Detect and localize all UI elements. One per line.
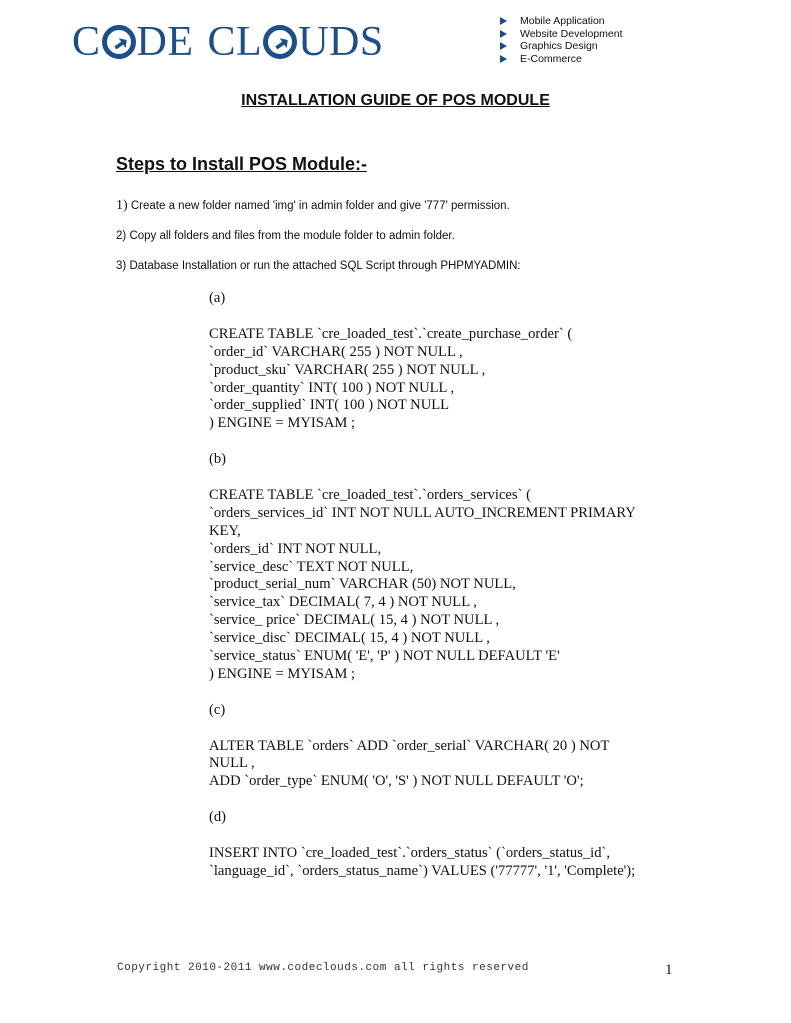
step-2: 2) Copy all folders and files from the module folder to admin folder. bbox=[116, 230, 455, 242]
sql-line: `service_tax` DECIMAL( 7, 4 ) NOT NULL , bbox=[209, 594, 477, 611]
sql-code bbox=[209, 487, 679, 684]
service-item: Graphics Design bbox=[500, 40, 623, 53]
sql-line: `service_disc` DECIMAL( 15, 4 ) NOT NULL , bbox=[209, 630, 490, 647]
sql-line: ) ENGINE = MYISAM ; bbox=[209, 665, 356, 682]
logo-cloud-arrow-icon bbox=[263, 25, 297, 59]
document-title: INSTALLATION GUIDE OF POS MODULE bbox=[241, 92, 550, 109]
service-item: Website Development bbox=[500, 28, 623, 41]
page-number: 1 bbox=[665, 962, 673, 978]
sql-line: `service_desc` TEXT NOT NULL, bbox=[209, 558, 414, 575]
steps-heading: Steps to Install POS Module:- bbox=[116, 154, 368, 174]
sql-scripts bbox=[209, 290, 679, 899]
sql-line: NULL , bbox=[209, 755, 255, 772]
sql-code bbox=[209, 326, 679, 433]
sql-line: KEY, bbox=[209, 522, 241, 539]
sql-line: `orders_services_id` INT NOT NULL AUTO_INCREMENT PRIMARY bbox=[209, 504, 636, 521]
sql-line: `order_id` VARCHAR( 255 ) NOT NULL , bbox=[209, 343, 463, 360]
sql-line: INSERT INTO `cre_loaded_test`.`orders_status` (`orders_status_id`, bbox=[209, 844, 611, 861]
sql-line: `orders_id` INT NOT NULL, bbox=[209, 540, 382, 557]
sql-code bbox=[209, 738, 679, 792]
sql-line: `product_sku` VARCHAR( 255 ) NOT NULL , bbox=[209, 361, 486, 378]
sql-block-c bbox=[209, 702, 679, 792]
logo-cloud-arrow-icon bbox=[102, 25, 136, 59]
bullet-arrow-icon bbox=[500, 55, 507, 63]
services-list bbox=[500, 15, 623, 66]
footer-copyright: Copyright 2010-2011 www.codeclouds.com all rights reserved bbox=[117, 962, 529, 974]
sql-code bbox=[209, 845, 679, 881]
sql-line: `order_supplied` INT( 100 ) NOT NULL bbox=[209, 397, 450, 414]
sql-block-label: (d) bbox=[209, 809, 227, 826]
sql-line: `service_status` ENUM( 'E', 'P' ) NOT NULL DEFAULT 'E' bbox=[209, 648, 560, 665]
step-3: 3) Database Installation or run the attached SQL Script through PHPMYADMIN: bbox=[116, 260, 521, 272]
service-item: Mobile Application bbox=[500, 15, 623, 28]
sql-line: ALTER TABLE `orders` ADD `order_serial` VARCHAR( 20 ) NOT bbox=[209, 737, 610, 754]
sql-block-d bbox=[209, 809, 679, 881]
sql-line: `order_quantity` INT( 100 ) NOT NULL , bbox=[209, 379, 455, 396]
sql-block-label: (c) bbox=[209, 701, 226, 718]
sql-line: CREATE TABLE `cre_loaded_test`.`orders_services` ( bbox=[209, 486, 531, 503]
service-item: E-Commerce bbox=[500, 53, 623, 66]
sql-line: ADD `order_type` ENUM( 'O', 'S' ) NOT NULL DEFAULT 'O'; bbox=[209, 773, 584, 790]
bullet-arrow-icon bbox=[500, 17, 507, 25]
sql-line: ) ENGINE = MYISAM ; bbox=[209, 415, 356, 432]
sql-line: `product_serial_num` VARCHAR (50) NOT NULL, bbox=[209, 576, 516, 593]
sql-line: CREATE TABLE `cre_loaded_test`.`create_purchase_order` ( bbox=[209, 325, 573, 342]
step-1: 1) Create a new folder named 'img' in admin folder and give '777' permission. bbox=[116, 198, 510, 213]
sql-block-a bbox=[209, 290, 679, 433]
sql-block-b bbox=[209, 451, 679, 684]
bullet-arrow-icon bbox=[500, 30, 507, 38]
company-logo: C DE CL UDS bbox=[72, 19, 384, 65]
sql-line: `language_id`, `orders_status_name`) VALUES ('77777', '1', 'Complete'); bbox=[209, 862, 636, 879]
sql-block-label: (a) bbox=[209, 290, 226, 306]
sql-line: `service_ price` DECIMAL( 15, 4 ) NOT NULL , bbox=[209, 612, 500, 629]
bullet-arrow-icon bbox=[500, 42, 507, 50]
sql-block-label: (b) bbox=[209, 451, 227, 468]
